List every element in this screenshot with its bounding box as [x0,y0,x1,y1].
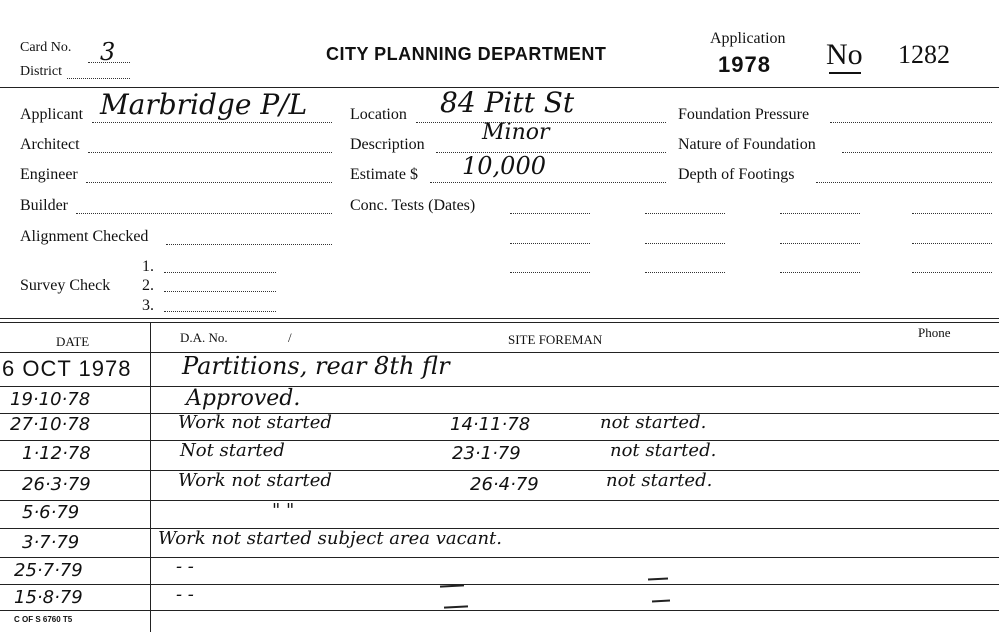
log-row-4-entry2: not started. [610,440,717,461]
survey-3-label: 3. [142,297,154,314]
card-no-label: Card No. [20,40,72,55]
depth-footings-label: Depth of Footings [678,166,795,183]
applicant-line [92,122,332,123]
card-no-value: 3 [100,38,116,66]
conc-test-line-6 [645,243,725,244]
description-value: Minor [482,120,550,145]
log-row-1-date: 6 OCT 1978 [2,356,132,381]
survey-2-label: 2. [142,277,154,294]
survey-1-label: 1. [142,258,154,275]
survey-3-line [164,311,276,312]
estimate-line [430,182,666,183]
log-row-3-entry: Work not started [178,412,332,433]
log-row-4-entry: Not started [180,440,285,461]
district-label: District [20,64,62,79]
conc-test-line-2 [645,213,725,214]
alignment-label: Alignment Checked [20,228,149,245]
builder-label: Builder [20,197,68,214]
conc-test-line-8 [912,243,992,244]
log-row-line [0,470,999,471]
log-row-line [0,440,999,441]
conc-test-line-10 [645,272,725,273]
log-row-line [0,386,999,387]
log-row-2-entry: Approved. [186,386,301,411]
log-top-border-1 [0,318,999,319]
foundation-pressure-label: Foundation Pressure [678,106,810,123]
description-label: Description [350,136,425,153]
foundation-pressure-line [830,122,992,123]
log-row-line [0,610,999,611]
engineer-line [86,182,332,183]
conc-test-line-4 [912,213,992,214]
applicant-value: Marbridge P/L [100,88,308,121]
conc-test-line-5 [510,243,590,244]
nature-foundation-label: Nature of Foundation [678,136,816,153]
builder-line [76,213,332,214]
location-label: Location [350,106,407,123]
log-row-5-date: 26·3·79 [22,474,91,495]
col-date-header: DATE [56,334,90,349]
application-year: 1978 [718,52,771,77]
application-label: Application [710,30,786,47]
estimate-label: Estimate $ [350,166,418,183]
ditto-mark [648,577,668,580]
log-row-6-date: 5·6·79 [22,502,80,523]
ditto-mark [440,584,464,587]
applicant-label: Applicant [20,106,84,123]
conc-tests-label: Conc. Tests (Dates) [350,197,476,214]
col-foreman-header: SITE FOREMAN [508,332,603,347]
log-row-3-date: 27·10·78 [10,414,91,435]
application-number: 1282 [898,40,950,69]
conc-test-line-3 [780,213,860,214]
log-row-5-date2: 26·4·79 [470,474,539,495]
log-row-3-date2: 14·11·78 [450,414,531,435]
number-symbol: No [826,38,863,71]
engineer-label: Engineer [20,166,78,183]
log-row-8-entry: - - [176,556,194,577]
conc-test-line-12 [912,272,992,273]
log-row-9-date: 15·8·79 [14,587,83,608]
log-row-6-entry: " " [272,500,295,521]
nature-foundation-line [842,152,992,153]
architect-line [88,152,332,153]
architect-label: Architect [20,136,80,153]
log-row-5-entry: Work not started [178,470,332,491]
col-da-header: D.A. No. [180,330,228,345]
log-row-9-entry: - - [176,584,194,605]
card-no-line [88,62,130,63]
log-header-bottom [0,352,999,353]
form-code: C OF S 6760 T5 [14,615,73,624]
location-value: 84 Pitt St [440,86,575,119]
log-row-4-date: 1·12·78 [22,443,91,464]
survey-1-line [164,272,276,273]
log-row-line [0,584,999,585]
log-row-7-entry: Work not started subject area vacant. [158,528,502,549]
survey-label: Survey Check [20,277,111,294]
conc-test-line-9 [510,272,590,273]
conc-test-line-7 [780,243,860,244]
ditto-mark [444,605,468,608]
survey-2-line [164,291,276,292]
number-symbol-underline [829,72,861,74]
depth-footings-line [816,182,992,183]
ditto-mark [652,600,670,603]
log-row-line [0,500,999,501]
district-line [67,78,130,79]
log-row-line [0,557,999,558]
col-phone-header: Phone [918,325,951,340]
log-row-3-entry2: not started. [600,412,707,433]
col-slash: / [288,330,292,345]
log-row-2-date: 19·10·78 [10,389,91,410]
log-row-8-date: 25·7·79 [14,560,83,581]
log-row-7-date: 3·7·79 [22,532,80,553]
conc-test-line-1 [510,213,590,214]
log-row-4-date2: 23·1·79 [452,443,521,464]
alignment-line [166,244,332,245]
conc-test-line-11 [780,272,860,273]
estimate-value: 10,000 [462,152,546,180]
date-column-divider [150,322,151,632]
log-row-1-entry: Partitions, rear 8th flr [182,352,450,380]
log-row-5-entry2: not started. [606,470,713,491]
department-title: CITY PLANNING DEPARTMENT [326,44,607,64]
